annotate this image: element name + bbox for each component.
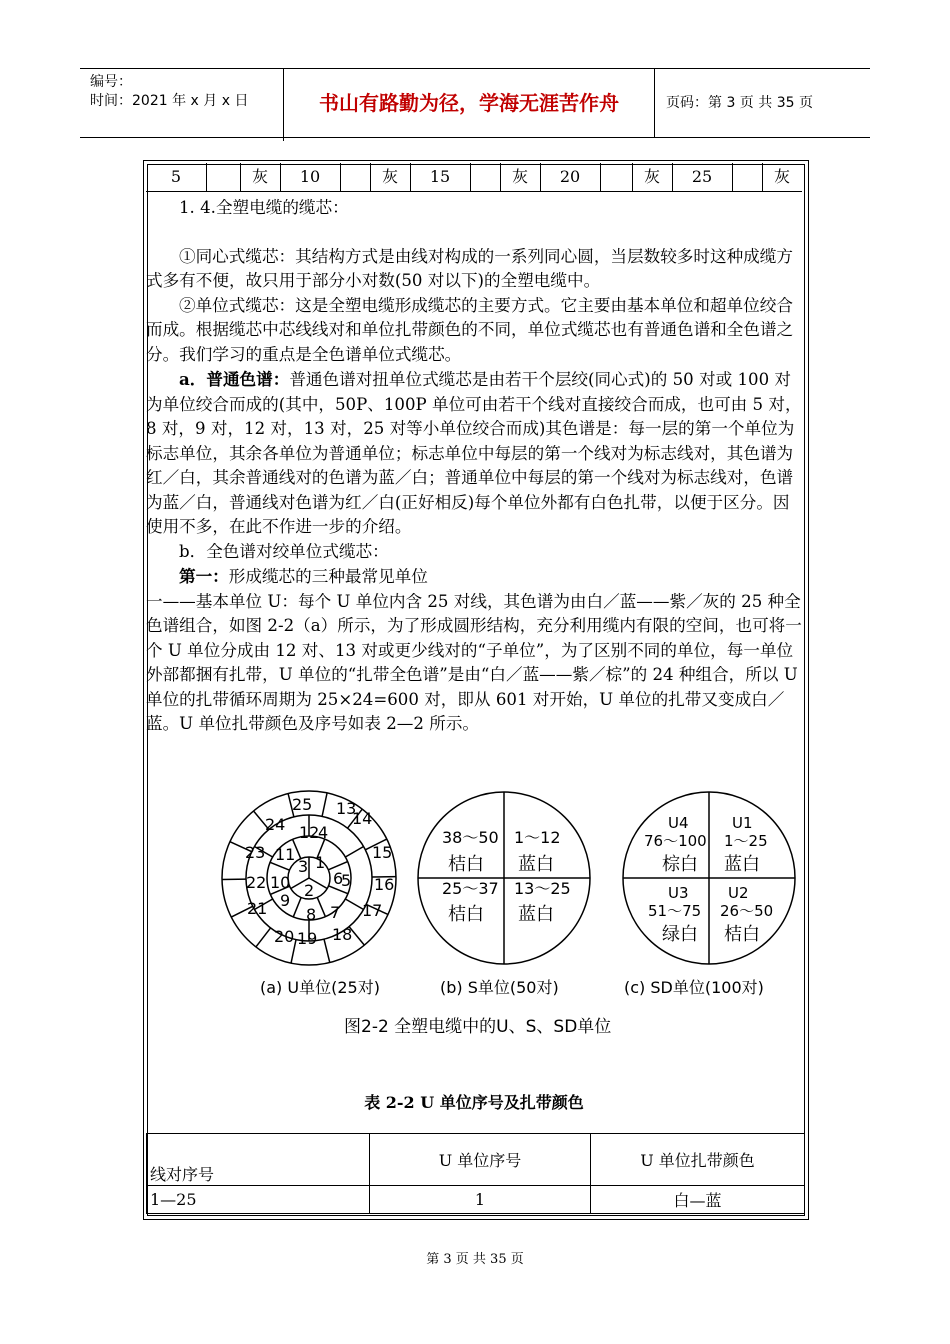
table-cell: 白—蓝 — [591, 1186, 805, 1214]
page-footer: 第 3 页 共 35 页 — [426, 1252, 524, 1267]
color-row-cell: 25 — [691, 167, 713, 186]
paragraph-text: 普通色谱对扭单位式缆芯是由若干个层绞(同心式)的 50 对或 100 对为单位绞合而成的(其中，50P、100P 单位可由若干个线对直接绞合而成，也可由 5 对，8 对，9 对，12 对，13 对，25 对等小单位绞合而成)其色谱是：每一层的第一个单位为标志单位，其余各单位为普通单位；标志单位中每层的第一个线对为标志线对，其色谱为红／白，其余普通线对的色谱为蓝／白；普通单位中每层的第一个线对为标志线对，色谱为蓝／白，普通线对色谱为红／白(正好相反)每个单位外都有白色扎带，以便于区分。因使用不多，在此不作进一步的介绍。 — [146, 370, 802, 536]
u-pair-number: 9 — [280, 891, 291, 910]
s-cell-range: 38～50 — [442, 828, 499, 847]
figure-2-2 — [212, 790, 802, 1050]
doc-date-label: 时间：2021 年 x 月 x 日 — [90, 93, 249, 109]
s-cell-color: 蓝白 — [518, 854, 554, 875]
u-pair-number: 19 — [297, 929, 318, 948]
sd-cell-unit: U3 — [668, 884, 689, 902]
u-pair-number: 13 — [336, 799, 357, 818]
u-divider — [324, 939, 330, 962]
u-pair-number: 7 — [330, 903, 341, 922]
sd-cell-unit: U4 — [668, 814, 689, 832]
u-divider — [317, 897, 325, 916]
color-row-cell: 15 — [429, 167, 451, 186]
header-motto: 书山有路勤为径，学海无涯苦作舟 — [284, 69, 655, 137]
u-pair-number: 4 — [318, 823, 329, 842]
s-cell-range: 25～37 — [442, 879, 499, 898]
table-header-cell: 线对序号 — [147, 1134, 370, 1186]
sub-caption-c: (c) SD单位(100对) — [624, 978, 764, 997]
header-meta — [80, 69, 284, 141]
page-header — [80, 68, 870, 138]
color-row-cell: 灰 — [251, 167, 268, 186]
u-divider — [345, 899, 363, 910]
header-page-label: 页码：第 3 页 共 35 页 — [666, 95, 813, 111]
paragraph: ①同心式缆芯：其结构方式是由线对构成的一系列同心圆，当层数较多时这种成缆方式多有不便，故只用于部分小对数(50 对以下)的全塑电缆中。 — [146, 246, 793, 290]
s-cell-range: 13～25 — [514, 879, 571, 898]
table-cell: 1 — [370, 1186, 591, 1214]
sd-cell-range: 26～50 — [720, 902, 774, 920]
sd-cell-range: 76～100 — [644, 832, 707, 850]
u-pair-number: 5 — [341, 871, 352, 890]
table-header-cell: U 单位扎带颜色 — [591, 1134, 805, 1186]
u-pair-number: 18 — [332, 925, 353, 944]
u-divider — [322, 793, 327, 816]
sub-caption-a: (a) U单位(25对) — [260, 978, 380, 997]
u-pair-number: 10 — [270, 873, 291, 892]
u-unit-table — [146, 1133, 805, 1214]
s-cell-color: 桔白 — [448, 904, 484, 925]
sd-cell-color: 棕白 — [662, 854, 698, 875]
sd-cell-range: 51～75 — [648, 902, 702, 920]
table-row — [147, 1186, 805, 1214]
paragraph — [146, 367, 802, 540]
u-pair-number: 17 — [362, 901, 383, 920]
u-pair-number: 1 — [315, 853, 326, 872]
sd-cell-color: 蓝白 — [724, 854, 760, 875]
s-cell-color: 蓝白 — [518, 904, 554, 925]
color-row-cell: 灰 — [511, 167, 528, 186]
doc-number-label: 编号： — [90, 74, 132, 90]
sd-cell-color: 桔白 — [724, 924, 760, 945]
paragraph: 一——基本单位 U：每个 U 单位内含 25 对线，其色谱为由白／蓝——紫／灰的 25 种全色谱组合，如图 2-2（a）所示，为了形成圆形结构，充分利用缆内有限的空间，也可将一个 U 单位分成由 12 对、13 对或更少线对的“子单位”，为了区别不同的单位，每一单位外部都捆有扎带，U 单位的“扎带全色谱”是由“白／蓝——紫／棕”的 24 种组合，所以 U 单位的扎带循环周期为 25×24=600 对，即从 601 对开始，U 单位的扎带又变成白／蓝。U 单位扎带颜色及序号如表 2—2 所示。 — [146, 591, 802, 733]
sd-cell-color: 绿白 — [662, 924, 698, 945]
u-divider — [345, 847, 363, 858]
paragraph-label: 第一： — [179, 566, 229, 586]
u-pair-number: 22 — [246, 873, 267, 892]
color-row-cell: 灰 — [773, 167, 790, 186]
table-cell: 1—25 — [147, 1186, 370, 1214]
table-header-cell: U 单位序号 — [370, 1134, 591, 1186]
paragraph: b．全色谱对绞单位式缆芯： — [179, 541, 389, 561]
unit-diagrams — [212, 790, 802, 1050]
u-pair-number: 3 — [298, 857, 309, 876]
u-pair-number: 23 — [245, 843, 266, 862]
u-pair-number: 12 — [299, 823, 320, 842]
section-title: 1. 4.全塑电缆的缆芯： — [179, 198, 349, 217]
u-pair-number: 6 — [333, 869, 344, 888]
paragraph: ②单位式缆芯：这是全塑电缆形成缆芯的主要方式。它主要由基本单位和超单位绞合而成。根据缆芯中芯线线对和单位扎带颜色的不同，单位式缆芯也有普通色谱和全色谱之分。我们学习的重点是全色谱单位式缆芯。 — [146, 295, 794, 364]
sd-cell-range: 1～25 — [724, 832, 768, 850]
s-cell-range: 1～12 — [514, 828, 561, 847]
color-row-cell: 20 — [559, 167, 581, 186]
table-caption: 表 2-2 U 单位序号及扎带颜色 — [364, 1093, 584, 1112]
sd-cell-unit: U1 — [732, 814, 753, 832]
color-row-cell: 灰 — [381, 167, 398, 186]
u-divider — [256, 928, 271, 947]
color-row-cell: 10 — [299, 167, 321, 186]
u-pair-number: 16 — [374, 875, 395, 894]
u-pair-number: 11 — [275, 845, 296, 864]
u-pair-number: 24 — [265, 815, 286, 834]
paragraph-label: a．普通色谱： — [179, 369, 290, 389]
paragraph — [146, 564, 802, 590]
u-pair-number: 15 — [372, 843, 393, 862]
u-divider — [293, 897, 301, 916]
body-text — [146, 196, 802, 737]
u-pair-number: 21 — [247, 899, 268, 918]
sub-caption-b: (b) S单位(50对) — [440, 978, 559, 997]
sd-cell-unit: U2 — [728, 884, 749, 902]
u-pair-number: 25 — [292, 795, 313, 814]
u-pair-number: 14 — [352, 809, 373, 828]
color-row-cell: 5 — [170, 167, 182, 186]
s-cell-color: 桔白 — [448, 854, 484, 875]
paragraph-text: 形成缆芯的三种最常见单位 — [228, 567, 428, 586]
u-pair-number: 2 — [304, 881, 315, 900]
color-row-cell: 灰 — [643, 167, 660, 186]
color-code-row — [146, 163, 802, 192]
table-header-row — [147, 1134, 805, 1186]
figure-caption: 图2-2 全塑电缆中的U、S、SD单位 — [344, 1017, 612, 1037]
u-pair-number: 8 — [306, 905, 317, 924]
u-pair-number: 20 — [274, 927, 295, 946]
